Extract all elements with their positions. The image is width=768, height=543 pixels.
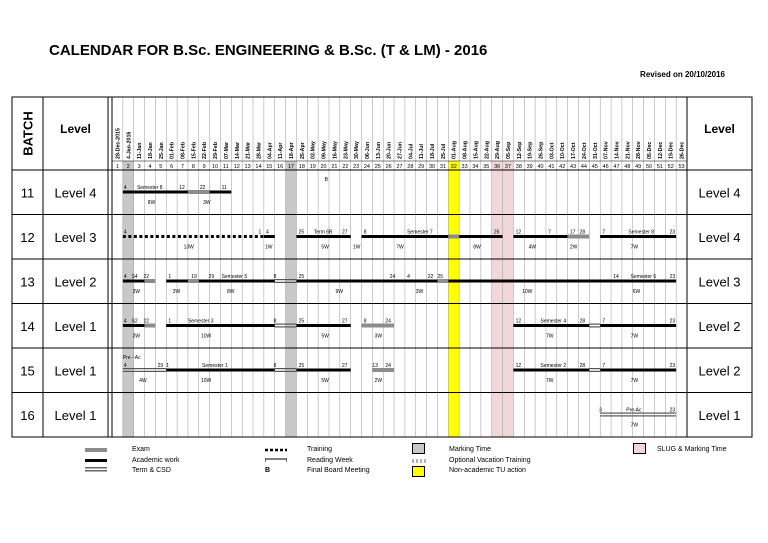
bar-label: 25 [298,229,305,236]
date-label: 06-Jun [364,141,371,159]
bar-label: 8W [147,200,156,206]
vacation-legend-icon [412,458,428,464]
bar-label: 26 [493,229,500,236]
week-number: 39 [526,164,533,170]
date-label: 11-Apr [278,142,285,159]
academic-bar [166,324,274,327]
date-label: 21-Nov [625,141,632,159]
date-label: 28-Nov [636,141,643,159]
date-label: 12-Sep [516,141,523,159]
date-label: 18-Apr [289,142,296,159]
bar-label: 4 [123,363,127,369]
bar-label: 22 [199,185,206,191]
bar-label: 7W [545,333,554,340]
bar-label: 4W [139,378,147,384]
bar-label: 24 [385,318,391,325]
week-number: 53 [678,164,685,170]
academic-bar [362,235,449,238]
date-label: 25-Jul [440,143,447,159]
week-number: 44 [580,164,587,170]
bar-label: 23 [669,318,676,325]
date-label: 04-Jul [408,143,415,159]
bar-label: 17 [569,229,576,236]
term-bar [589,324,600,325]
date-label: 11-Jan [137,142,144,159]
week-number: 30 [428,164,436,170]
legend-slug: SLUG & Marking Time [657,446,727,453]
bar-label: 23 [669,407,676,414]
week-number: 40 [537,164,544,170]
bar-label: 4 [123,185,127,191]
level-right: Level 4 [698,185,741,201]
bar-label: 4 [123,274,127,280]
training-legend-icon [265,447,287,453]
batch-number: 14 [20,318,35,334]
date-label: 24-Oct [581,142,588,159]
bar-label: Semester 3 [187,318,214,325]
slug-marking-column [503,161,514,437]
bar-label: 25 [298,318,305,325]
week-number: 33 [461,164,468,170]
date-label: 30-May [354,141,361,159]
week-number: 7 [180,164,185,170]
date-label: 13-Jun [375,141,382,159]
level-right: Level 4 [698,229,741,245]
week-number: 13 [244,164,251,170]
week-number: 51 [656,164,663,170]
date-label: 08-Aug [462,141,469,159]
week-number: 19 [309,164,316,170]
academic-legend-icon [85,458,107,464]
bar-label: 1 [168,274,172,280]
week-number: 17 [287,164,295,170]
bar-label: 1 [168,318,172,325]
bar-label: 3W [374,333,383,340]
date-label: 21-Mar [245,141,252,159]
date-label: 14-Mar [234,141,241,159]
batch-number: 16 [20,407,35,423]
week-number: 18 [298,164,305,170]
bar-label: Pre - Ac [122,355,141,361]
bar-label: 13W [183,244,194,251]
term-bar [275,279,297,280]
date-label: 20-Jun [386,141,393,159]
week-number: 48 [624,164,631,170]
bar-label: 29 [157,363,164,369]
date-label: 02-May [310,141,317,159]
slug-legend-icon [633,443,647,455]
academic-bar [600,324,676,327]
bar-label: 10W [200,333,212,340]
bar-label: 14 [613,274,619,280]
batch-number: 13 [20,274,35,290]
bar-label: 10W [200,378,212,384]
date-label: 27-Jun [397,141,404,159]
bar-label: 12 [515,363,522,369]
date-label: 05-Dec [647,141,654,159]
date-label: 25-Apr [299,142,306,159]
bar-label: 27 [342,363,348,369]
bar-label: 19 [191,274,197,280]
level-left: Level 1 [54,407,97,423]
level-left: Level 1 [54,318,97,334]
bar-label: 12 [179,185,185,191]
bar-label: 3W [415,289,424,295]
week-number: 22 [342,164,349,170]
page-title: CALENDAR FOR B.Sc. ENGINEERING & B.Sc. (T & LM) - 2016 [49,42,488,59]
batch-number: 15 [20,363,35,379]
exam-bar [448,235,459,239]
week-number: 45 [591,164,598,170]
bar-label: 24 [389,274,396,280]
bar-label: 25 [298,363,305,369]
nonacademic-legend-icon [412,466,426,478]
bar-label: 7W [630,378,639,384]
bar-label: 22 [143,318,150,325]
level-header-left: Level [60,122,91,136]
bar-label: 7 [602,318,606,325]
legend-academic: Academic work [132,457,180,464]
term-bar [275,282,297,283]
bar-label: 11 [221,185,227,191]
academic-bar [600,369,676,372]
bar-label: 28 [579,318,586,325]
bar-label: Term 6B [313,229,333,236]
bar-label: 12 [515,318,522,325]
legend-reading: Reading Week [307,457,353,464]
week-number: 21 [331,164,338,170]
exam-legend-icon [85,447,107,453]
level-left: Level 2 [54,274,97,290]
date-label: 29-Aug [495,141,502,159]
week-number: 5 [159,164,163,170]
academic-bar [513,235,567,238]
legend-training: Training [307,446,333,453]
term-bar [123,371,166,372]
exam-bar [188,190,210,194]
term-bar [275,368,297,369]
bar-label: 8W [473,244,481,251]
bar-label: 28 [579,229,586,236]
date-label: 15-Feb [191,141,198,159]
level-left: Level 1 [54,363,97,379]
bar-label: 5W [321,244,329,251]
bar-label: 23 [669,229,676,236]
bar-label: 7W [630,333,639,340]
marking-time-column [286,161,297,437]
date-label: 18-Jan [147,142,154,159]
week-number: 31 [439,164,446,170]
date-label: 26-Dec [679,141,686,159]
bar-label: 1W [264,244,273,251]
bar-label: 8 [273,274,277,280]
date-label: 11-Jul [419,143,426,159]
week-number: 50 [645,164,653,170]
bar-label: 27 [342,318,348,325]
week-number: 28 [407,164,414,170]
bar-label: 24 [385,363,391,369]
date-label: 07-Mar [223,141,230,159]
batch-number: 11 [20,185,35,201]
level-left: Level 4 [54,185,97,201]
revised-date: Revised on 20/10/2016 [640,70,725,79]
bar-label: Semester 4 [540,318,567,325]
week-number: 11 [223,164,229,170]
bar-label: Semester 6 [630,274,657,280]
date-label: 19-Dec [668,141,675,159]
week-number: 29 [418,164,425,170]
bar-label: Semester 1 [202,363,228,369]
level-right: Level 3 [698,274,741,290]
term-bar [275,371,297,372]
date-label: 26-Sep [538,141,545,159]
week-number: 27 [396,164,403,170]
date-label: 17-Oct [571,142,578,159]
bar-label: 3W [132,289,141,295]
bar-label: 8 [363,229,367,236]
bar-label: Semester 7 [407,229,433,236]
week-number: 34 [472,164,479,170]
legend-marking: Marking Time [449,446,492,453]
marking-legend-icon [412,443,426,455]
date-label: 25-Jan [158,142,165,159]
bar-label: 12 [515,229,522,236]
week-number: 4 [148,164,152,170]
term-bar [275,326,297,327]
date-label: 18-Jul [430,143,437,159]
legend-term: Term & CSD [132,467,171,474]
bar-label: 2W [374,378,383,384]
bar-label: 8W [227,289,235,295]
bar-label: 28 [579,363,586,369]
bar-label: 1 [166,363,170,369]
academic-bar [296,280,404,283]
legend-exam: Exam [132,446,150,453]
week-number: 25 [374,164,381,170]
week-number: 38 [515,164,522,170]
week-number: 23 [353,164,360,170]
bar-label: 13 [372,363,378,369]
date-label: 09-May [321,141,328,159]
date-label: 19-Sep [527,141,534,159]
bar-label: 7W [396,244,404,251]
bar-label: S4 [131,274,138,280]
bar-label: 5W [321,378,329,384]
date-label: 01-Feb [169,141,176,159]
date-label: 28-Dec-2015 [115,128,122,159]
bar-label: 3W [172,289,181,295]
bar-label: 4W [528,244,537,251]
bar-label: 4 [123,229,127,236]
batch-number: 12 [20,229,35,245]
week-number: 32 [450,164,457,170]
date-label: 23-May [343,141,350,159]
term-legend-icon [85,467,107,473]
level-right: Level 2 [698,363,741,379]
term-bar [589,371,600,372]
date-label: 4-Jan-2016 [126,131,133,159]
date-label: 04-Apr [267,142,274,159]
non-academic-column [448,161,459,437]
academic-bar [210,191,232,194]
date-label: 22-Aug [484,141,491,159]
bar-label: 8 [273,363,277,369]
week-number: 6 [170,164,174,170]
bar-label: 3 [599,407,602,414]
week-number: 47 [613,164,620,170]
date-label: 28-Mar [256,141,263,159]
bar-label: 8 [273,318,277,325]
bar-label: 27 [342,229,348,236]
level-right: Level 2 [698,318,741,334]
bar-label: 7 [602,229,606,236]
bar-label: 23 [669,274,676,280]
week-number: 35 [483,164,490,170]
week-number: 41 [548,164,555,170]
date-label: 07-Nov [603,141,610,159]
term-bar [589,368,600,369]
bar-label: 7 [548,229,551,236]
bar-label: 9W [335,289,343,295]
term-bar [275,324,297,325]
week-number: 46 [602,164,609,170]
week-number: 24 [363,164,371,170]
date-label: 12-Dec [657,141,664,159]
bar-label: 4 [123,318,127,325]
date-label: 29-Feb [213,141,220,159]
bar-label: 6W [632,289,641,295]
bar-label: Pre-Ac [626,407,642,414]
bar-label: 7W [630,422,639,429]
date-label: 14-Nov [614,141,621,159]
bar-label: 25 [298,274,305,280]
week-number: 12 [233,164,240,170]
week-number: 52 [667,164,674,170]
week-number: 43 [570,164,577,170]
week-number: 10 [212,164,219,170]
bar-label: Semester 5 [221,274,248,280]
marking-time-column [123,161,134,437]
week-number: 1 [115,164,119,170]
bar-label: 1 [258,229,262,236]
bar-label: 4 [266,229,269,236]
bar-label: 4 [407,274,410,280]
week-number: 20 [320,164,327,170]
bar-label: Semester 8 [628,229,654,236]
legend-vacation: Optional Vacation Training [449,457,531,464]
bar-label: 5W [321,333,329,340]
bar-label: Semester 2 [540,363,567,369]
week-number: 8 [191,164,195,170]
bar-label: 22 [143,274,150,280]
bar-label: 8 [363,318,367,325]
date-label: 10-Oct [560,142,567,159]
week-number: 2 [126,164,130,170]
week-number: 16 [277,164,284,170]
slug-marking-column [492,161,503,437]
bar-label: B [324,177,328,183]
batch-header: BATCH [20,111,36,156]
bar-label: 23 [669,363,676,369]
date-label: 16-May [332,141,339,159]
week-number: 9 [202,164,206,170]
date-label: 15-Aug [473,141,480,159]
bar-label: 7W [630,244,639,251]
bar-label: 10W [522,289,533,295]
bar-label: 1W [352,244,361,251]
week-number: 49 [635,164,642,170]
reading-legend-icon [265,457,287,463]
date-label: 08-Feb [180,141,187,159]
bar-label: 25 [437,274,444,280]
bar-label: Semester 8 [136,185,163,191]
bar-label: 3W [132,333,141,340]
week-number: 36 [494,164,501,170]
date-label: 03-Oct [549,142,556,159]
bar-label: 3W [203,200,211,206]
date-label: 22-Feb [202,141,209,159]
bar-label: 7W [545,378,554,384]
legend-nonacademic: Non-academic TU action [449,467,526,474]
date-label: 01-Aug [451,141,458,159]
date-label: 31-Oct [592,142,599,159]
bar-label: 7 [602,363,606,369]
week-number: 26 [385,164,392,170]
legend-final: Final Board Meeting [307,467,370,474]
bar-label: S2 [131,318,138,325]
bar-label: 29 [208,274,215,280]
bar-label: 22 [427,274,434,280]
week-number: 37 [504,164,512,170]
date-label: 05-Sep [505,141,512,159]
term-bar [600,415,676,416]
week-number: 3 [137,164,141,170]
level-header-right: Level [704,122,735,136]
week-number: 42 [559,164,566,170]
week-number: 14 [255,164,262,170]
bar-label: 2W [569,244,578,251]
final-board-symbol: B [265,467,271,474]
level-left: Level 3 [54,229,97,245]
term-bar [589,326,600,327]
week-number: 15 [266,164,273,170]
level-right: Level 1 [698,407,741,423]
